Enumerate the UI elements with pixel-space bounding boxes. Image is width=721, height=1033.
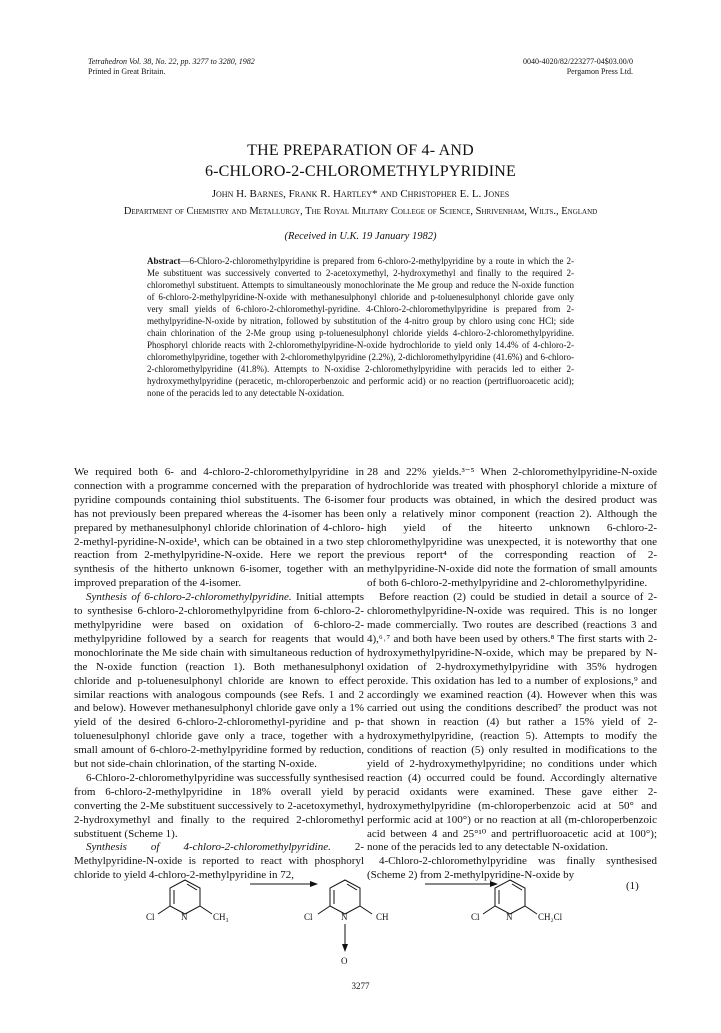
paragraph-intro: We required both 6- and 4-chloro-2-chloromethylpyridine in connection with a programme concerned with the preparation of pyridine compounds containing thiol substituents. The 6-isomer has not previously been prepared whereas the 4-isomer has been prepared by methanesulphonyl chloride chlorination of 4-chloro-2-methyl-pyridine-N-oxide¹, which can be obtained in a two step reaction from 2-methylpyridine-N-oxide. Here we report the synthesis of the hitherto unknown 6-isomer, together with an improved preparation of the 4-isomer. [74,466,364,590]
title-line-2: 6-CHLORO-2-CHLOROMETHYLPYRIDINE [204,163,517,180]
mol1-ch3-label: CH₃ [213,912,229,922]
mol2-oxygen-label: O [341,956,348,966]
journal-header [88,57,255,77]
right-column [367,466,657,883]
reaction-arrow-2 [425,881,498,887]
publisher-header [523,57,633,77]
reaction-number: (1) [626,880,639,892]
paragraph-scheme-1: 6-Chloro-2-chloromethylpyridine was successfully synthesised from 6-chloro-2-methylpyridine in 18% overall yield by converting the 2-Me substituent successively to 2-acetoxymethyl, 2-hydroxymethyl and finally to the required 2-chloromethyl substituent (Scheme 1). [74,771,364,840]
received-date: (Received in U.K. 19 January 1982) [284,231,437,242]
reaction-arrow-1 [250,881,318,887]
reaction-scheme-1 [140,862,660,970]
abstract-label: Abstract [147,256,181,266]
journal-citation: Tetrahedron Vol. 38, No. 22, pp. 3277 to 3280, 1982 [88,57,255,66]
molecule-n-oxide-intermediate [304,880,389,966]
mol2-ch-label: CH [376,912,389,922]
abstract [147,255,574,399]
abstract-text: —6-Chloro-2-chloromethylpyridine is prepared from 6-chloro-2-methylpyridine by a route in which the 2-Me substituent was successively converted to 2-acetoxymethyl, 2-hydroxymethyl and finally to the required 2-chloromethyl substituent. Attempts to simultaneously monochlorinate the Me group and reduce the N-oxide function of 6-chloro-2-methylpyridine-N-oxide with methanesulphonyl chloride and p-toluenesulphonyl chloride gave only very small yields of 6-chloro-2-chloromethyl-pyridine. 4-Chloro-2-chloromethylpyridine is prepared from 2-methylpyridine-N-oxide by nitration, followed by substitution of the 4-nitro group by chloro using conc HCl; side chain chlorination of the 2-Me group using p-toluenesulphonyl chloride yields 4-chloro-2-chloromethylpyridine. Phosphoryl chloride reacts with 2-chloromethylpyridine-N-oxide hydrochloride to yield only 14.4% of 4-chloro-2-chloromethylpyridine, together with 2-chloromethylpyridine (2.2%), 2-dichloromethylpyridine (41.6%) and 6-chloro-2-chloromethylpyridine (41.8%). Attempts to N-oxidise 2-chloromethylpyridine with peracids led to either 2-hydroxymethylpyridine (peracetic, m-chloroperbenzoic and performic acid) or no reaction (pertrifluoroacetic acid); none of the peracids led to any detectable N-oxidation. [147,256,574,398]
section-heading-6: Synthesis of 6-chloro-2-chloromethylpyridine. [86,591,292,604]
mol3-ch2cl-label: CH₂Cl [538,912,563,922]
left-column [74,466,364,883]
section-heading-4: Synthesis of 4-chloro-2-chloromethylpyridine. [86,841,331,854]
paragraph-yields: 28 and 22% yields.³⁻⁵ When 2-chloromethylpyridine-N-oxide hydrochloride was treated with phosphoryl chloride a mixture of four products was obtained, in which the desired product was only a relatively minor component (reaction 2). Although the high yield of the hiteerto unknown 6-chloro-2-chloromethylpyridine was unexpected, it is noteworthy that one previous report⁴ of the corresponding reaction of 2-methylpyridine-N-oxide did note the formation of small amounts of both 6-chloro-2-methylpyridine and 2-chloromethylpyridine. [367,466,657,590]
printed-in: Printed in Great Britain. [88,67,166,76]
molecule-6-chloro-2-methylpyridine [146,880,229,922]
paragraph-n-oxide-source: Before reaction (2) could be studied in detail a source of 2-chloromethylpyridine-N-oxide was required. This is no longer made commercially. Two routes are described (reactions 3 and 4),⁶˒⁷ and both have been used by others.⁸ The first starts with 2-hydroxymethylpyridine-N-oxide, which may be prepared by N-oxidation of 2-hydroxymethylpyridine with 35% hydrogen peroxide. This oxidation has led to a number of explosions,⁹ and accordingly we examined reaction (4). However when this was carried out using the conditions described⁷ the product was not that shown in reaction (4) but rather a 15% yield of 2-hydroxymethylpyridine, (reaction 5). Attempts to modify the conditions of reaction (5) only resulted in modifications to the yield of 2-hydroxymethylpyridine; no conditions under which reaction (4) occurred could be found. Accordingly alternative peracid oxidants were examined. These gave either 2-hydroxymethylpyridine (m-chloroperbenzoic acid at 50° and performic acid at 100°) or no reaction at all (m-chloroperbenzoic acid between 4 and 25°¹⁰ and pertrifluoroacetic acid at 100°); none of the peracids led to any detectable N-oxidation. [367,591,657,854]
article-code: 0040-4020/82/223277-04$03.00/0 [523,57,633,66]
publisher-name: Pergamon Press Ltd. [566,67,633,76]
title-line-1: THE PREPARATION OF 4- AND [247,142,474,159]
mol3-n-label: N [506,912,513,922]
mol2-n-label: N [341,912,348,922]
paper-title [60,140,661,182]
paragraph-synthesis-6: Synthesis of 6-chloro-2-chloromethylpyridine. Initial attempts to synthesise 6-chloro-2-chloromethylpyridine from 6-chloro-2-methylpyridine were based on oxidation of 6-chloro-2-methylpyridine followed by a search for reagents that would monochlorinate the Me side chain with simultaneous reduction of the N-oxide function (reaction 1). Both methanesulphonyl chloride and p-toluenesulphonyl chloride are known to effect similar reactions with analogous compounds (see Refs. 1 and 2 and below). However methanesulphonyl chloride gave only a 1% yield of the desired 6-chloro-2-chloromethyl-pyridine and p-toluenesulphonyl chloride gave only a trace, together with a small amount of 6-chloro-2-methylpyridine formed by reduction, but not side-chain chlorination, of the starting N-oxide. [74,591,364,771]
mol2-cl-label: Cl [304,912,313,922]
paragraph-final-synthesis: 4-Chloro-2-chloromethylpyridine was finally synthesised (Scheme 2) from 2-methylpyridine-N-oxide by [367,855,657,882]
affiliation: Department of Chemistry and Metallurgy, The Royal Military College of Science, Shrivenham, Wilts., England [123,206,598,217]
mol3-cl-label: Cl [471,912,480,922]
page-number: 3277 [351,981,370,991]
paragraph-synthesis-4: Synthesis of 4-chloro-2-chloromethylpyridine. 2-Methylpyridine-N-oxide is reported to react with phosphoryl chloride to yield 4-chloro-2-methylpyridine in 72, [74,841,364,882]
molecule-6-chloro-2-chloromethylpyridine [471,880,563,922]
author-list: John H. Barnes, Frank R. Hartley* and Christopher E. L. Jones [211,188,510,200]
mol1-cl-label: Cl [146,912,155,922]
mol1-n-label: N [181,912,188,922]
